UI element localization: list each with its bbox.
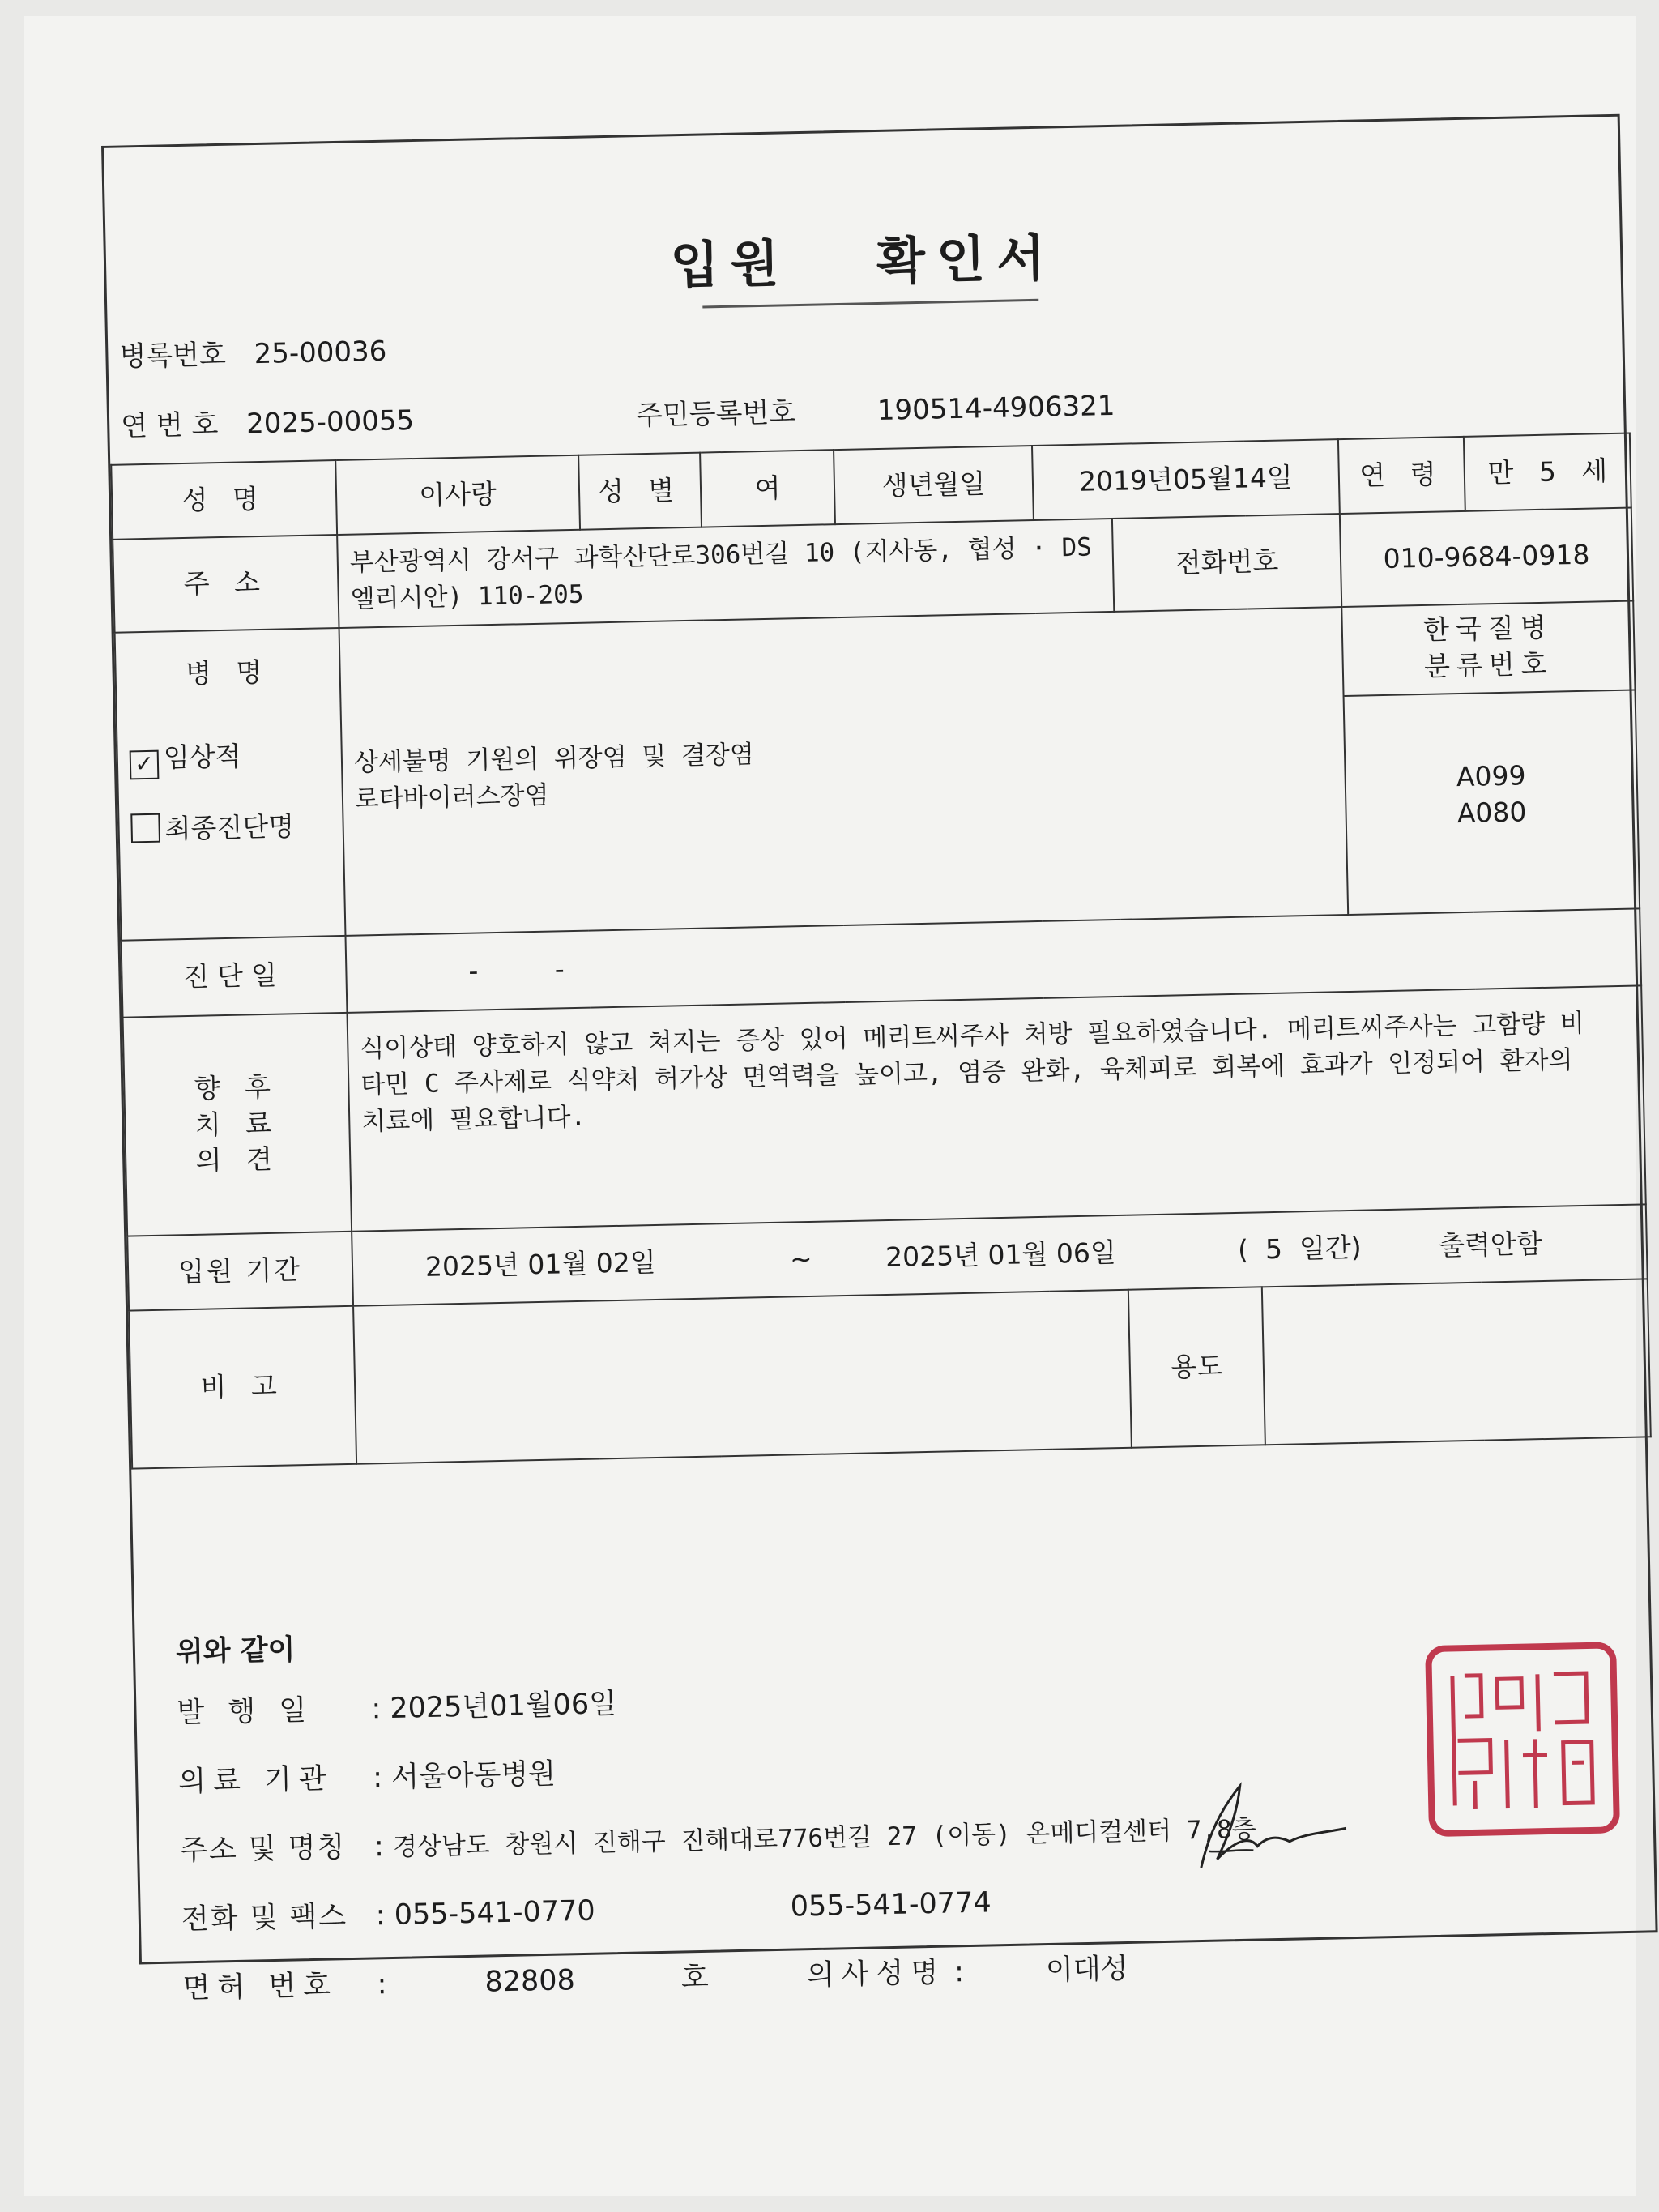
serial-number: 2025-00055 (245, 404, 415, 441)
kcd-cell (1341, 601, 1640, 915)
doctor-name: 이대성 (1045, 1952, 1128, 1988)
diagnosis-label-cell (115, 628, 346, 941)
serial-number-row (121, 398, 415, 444)
patient-address: 부산광역시 강서구 과학산단로306번길 10 (지사동, 협성 · DS 엘리시안) 110-205 (337, 519, 1114, 628)
phone-label: 전화번호 (1112, 514, 1341, 612)
diagnosis-label: 병 명 (185, 655, 271, 690)
hospital-seal (1423, 1640, 1622, 1838)
info-table (110, 433, 1645, 1470)
sex-label: 성 별 (578, 453, 702, 530)
admission-from: 2025년 01월 02일 (424, 1245, 656, 1283)
document-title: 입원 확인서 (669, 228, 1057, 296)
institution-name: 서울아동병원 (390, 1757, 557, 1794)
final-diagnosis-label: 최종진단명 (164, 809, 295, 845)
kcd-label-1: 한국질병 (1422, 611, 1554, 646)
patient-age: 만 5 세 (1464, 433, 1631, 511)
tel-row: 전화 및 팩스 : 055-541-0770 055-541-0774 (181, 1886, 992, 1937)
license-number: 82808 (484, 1964, 576, 1999)
issue-date-label: 발 행 일 (177, 1693, 314, 1730)
opinion-text: 식이상태 양호하지 않고 쳐지는 증상 있어 메리트씨주사 처방 필요하였습니다. 메리트씨주사는 고함량 비타민 C 주사제로 식약처 허가상 면역력을 높이고, 염증 완화, 육체피로 회복에 효과가 인정되어 환자의 치료에 필요합니다. (347, 985, 1645, 1231)
issuer-address-label: 주소 및 명칭 (179, 1831, 347, 1868)
patient-phone: 010-9684-0918 (1340, 508, 1633, 608)
clinical-checkbox-icon[interactable]: ✓ (130, 749, 160, 779)
record-number-label: 병록번호 (119, 338, 227, 374)
final-diagnosis-option[interactable] (130, 808, 331, 848)
opinion-label-1: 향 후 (194, 1070, 279, 1105)
remarks-label: 비 고 (129, 1306, 356, 1469)
fax-number: 055-541-0774 (790, 1886, 992, 1924)
usage-label: 용도 (1128, 1287, 1265, 1447)
kcd-codes (1345, 691, 1637, 835)
remarks-value (353, 1290, 1132, 1464)
admission-to: 2025년 01월 06일 (885, 1236, 1117, 1273)
usage-value (1262, 1279, 1651, 1445)
rrn-label: 주민등록번호 (635, 396, 796, 433)
clinical-label: 임상적 (163, 740, 241, 774)
tel-number: 055-541-0770 (394, 1894, 596, 1932)
opinion-label-3: 의 견 (195, 1142, 281, 1177)
paper (24, 16, 1636, 2196)
kcd-code-2: A080 (1456, 795, 1527, 829)
footer-intro: 위와 같이 (175, 1633, 296, 1669)
admission-days: ( 5 일간) (1237, 1231, 1363, 1266)
diagnosis-date-label: 진단일 (122, 936, 348, 1018)
diagnosis-line-2: 로타바이러스장염 (354, 780, 549, 814)
rrn-value: 190514-4906321 (876, 389, 1115, 428)
address-row: 주소 및 명칭 : 경상남도 창원시 진해구 진해대로776번길 27 (이동) 온메디컬센터 7,8층 (179, 1814, 1257, 1868)
diagnosis-date: - - (345, 908, 1641, 1012)
license-label: 면허 번호 (182, 1969, 339, 2005)
serial-number-label: 연 번 호 (120, 408, 219, 443)
kcd-code-1: A099 (1456, 759, 1526, 793)
kcd-label-2: 분류번호 (1423, 647, 1554, 682)
rrn-row (636, 383, 1115, 433)
issuer-address: 경상남도 창원시 진해구 진해대로776번길 27 (이동) 온메디컬센터 7,8층 (392, 1814, 1257, 1862)
title-underline (702, 299, 1038, 309)
address-label: 주 소 (113, 535, 339, 633)
issuer-section (134, 1599, 1648, 2005)
tel-label: 전화 및 팩스 (181, 1900, 348, 1937)
final-diagnosis-checkbox-icon[interactable] (130, 813, 160, 843)
institution-label: 의료 기관 (177, 1762, 335, 1799)
print-option: 출력안함 (1438, 1227, 1542, 1262)
doctor-label: 의사성명 (806, 1956, 946, 1992)
opinion-label-2: 치 료 (194, 1107, 280, 1141)
opinion-label (123, 1013, 352, 1236)
admission-certificate (101, 114, 1658, 2005)
kcd-header (1342, 602, 1634, 697)
issue-date: 2025년01월06일 (389, 1688, 617, 1725)
record-number-row (119, 329, 387, 374)
age-label: 연 령 (1338, 437, 1465, 514)
license-suffix: 호 (680, 1961, 710, 1995)
issue-date-row: 발 행 일 : 2025년01월06일 (177, 1688, 617, 1730)
doctor-signature (1191, 1775, 1354, 1876)
record-number: 25-00036 (254, 335, 387, 371)
patient-dob: 2019년05월14일 (1032, 439, 1340, 520)
institution-row: 의료 기관 : 서울아동병원 (178, 1752, 557, 1800)
name-label: 성 명 (111, 460, 337, 540)
admission-tilde: ~ (789, 1242, 813, 1275)
license-row: 면허 번호 : 82808 호 의사성명 : 이대성 (182, 1952, 1128, 2005)
patient-name: 이사랑 (335, 455, 580, 535)
dob-label: 생년월일 (834, 446, 1034, 524)
diagnosis-line-1: 상세불명 기원의 위장염 및 결장염 (353, 740, 755, 778)
clinical-option[interactable] (129, 737, 330, 779)
patient-sex: 여 (700, 450, 835, 527)
admission-label: 입원 기간 (127, 1232, 353, 1311)
diagnosis-cell (339, 607, 1349, 936)
